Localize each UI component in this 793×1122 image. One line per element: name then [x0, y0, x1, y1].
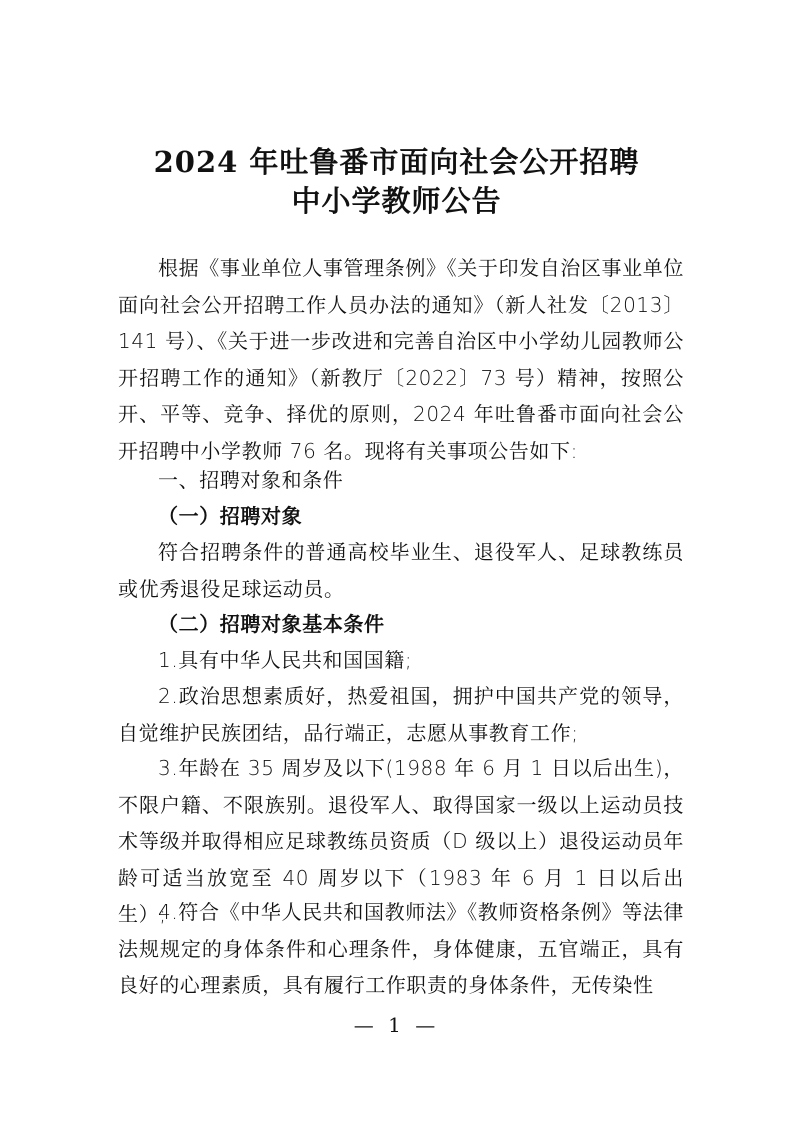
recruitment-target-paragraph: 符合招聘条件的普通高校毕业生、退役军人、足球教练员或优秀退役足球运动员。 [118, 540, 684, 601]
title-line-2: 中小学教师公告 [291, 184, 502, 218]
condition-item-3: 3.年龄在 35 周岁及以下(1988 年 6 月 1 日以后出生)，不限户籍、不限族别。退役军人、取得国家一级以上运动员技术等级并取得相应足球教练员资质（D 级以上）退役运动员年龄可适当放宽至 40 周岁以下（1983 年 6 月 1 日以后出生）; [118, 756, 684, 926]
page-number: — 1 — [353, 1013, 440, 1037]
subsection-heading-2: （二）招聘对象基本条件 [158, 612, 385, 636]
subsection-heading-1: （一）招聘对象 [158, 504, 303, 528]
intro-paragraph: 根据《事业单位人事管理条例》《关于印发自治区事业单位面向社会公开招聘工作人员办法的通知》（新人社发〔2013〕141 号）、《关于进一步改进和完善自治区中小学幼儿园教师公开招聘工作的通知》（新教厅〔2022〕73 号）精神，按照公开、平等、竞争、择优的原则，2024 年吐鲁番市面向社会公开招聘中小学教师 76 名。现将有关事项公告如下: [118, 256, 684, 463]
title-line-1: 2024 年吐鲁番市面向社会公开招聘 [153, 145, 640, 179]
section-heading-1: 一、招聘对象和条件 [158, 468, 344, 492]
condition-item-1: 1.具有中华人民共和国国籍; [158, 648, 413, 672]
condition-item-4: 4.符合《中华人民共和国教师法》《教师资格条例》等法律法规规定的身体条件和心理条件，身体健康，五官端正，具有良好的心理素质，具有履行工作职责的身体条件，无传染性 [118, 900, 684, 997]
condition-item-2: 2.政治思想素质好，热爱祖国，拥护中国共产党的领导，自觉维护民族团结，品行端正，志愿从事教育工作; [118, 684, 684, 745]
